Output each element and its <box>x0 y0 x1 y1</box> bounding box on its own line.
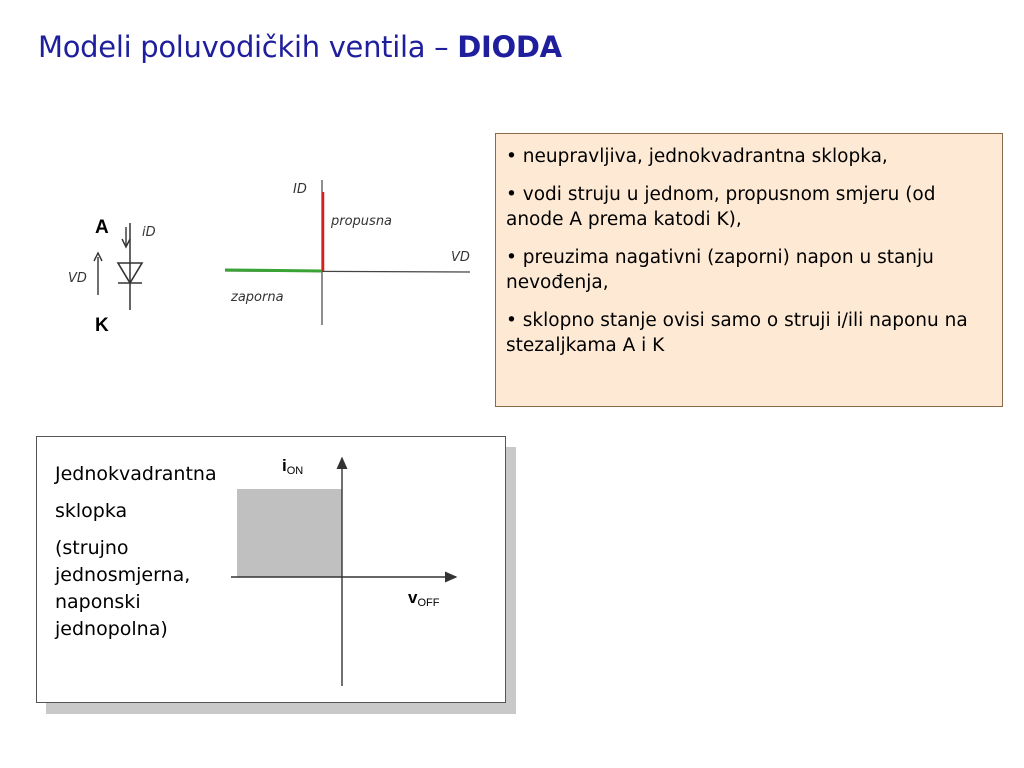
cathode-label: K <box>95 315 109 336</box>
current-label: iD <box>142 225 156 240</box>
properties-box <box>495 133 1003 407</box>
switch-line-3: (strujno jednosmjerna, naponski jednopolna) <box>55 537 191 640</box>
vi-axes <box>215 170 485 330</box>
property-item: • sklopno stanje ovisi samo o struji i/ili naponu na stezaljkama A i K <box>506 310 968 356</box>
forward-label: propusna <box>331 214 393 229</box>
property-item: • vodi struju u jednom, propusnom smjeru (od anode A prema katodi K), <box>506 184 936 230</box>
anode-label: A <box>95 217 109 238</box>
title-bold: DIODA <box>457 30 562 64</box>
vi-characteristic <box>215 170 485 330</box>
title-prefix: Modeli poluvodičkih ventila – <box>38 30 458 64</box>
property-item: • neupravljiva, jednokvadrantna sklopka, <box>506 146 888 167</box>
switch-line-2: sklopka <box>55 500 128 522</box>
voltage-label: VD <box>68 271 87 286</box>
switch-description <box>55 461 275 643</box>
property-item: • preuzima nagativni (zaporni) napon u stanju nevođenja, <box>506 247 934 293</box>
slide-title <box>38 30 562 64</box>
y-axis-label: ID <box>293 182 307 197</box>
diode-symbol <box>60 205 170 345</box>
y-axis-title: $i_{ON}$ <box>282 456 304 477</box>
reverse-label: zaporna <box>231 290 284 305</box>
x-axis-title: $v_{OFF}$ <box>408 588 440 609</box>
switch-line-1: Jednokvadrantna <box>55 463 217 485</box>
x-axis-label: VD <box>451 250 470 265</box>
reverse-curve <box>225 270 322 271</box>
